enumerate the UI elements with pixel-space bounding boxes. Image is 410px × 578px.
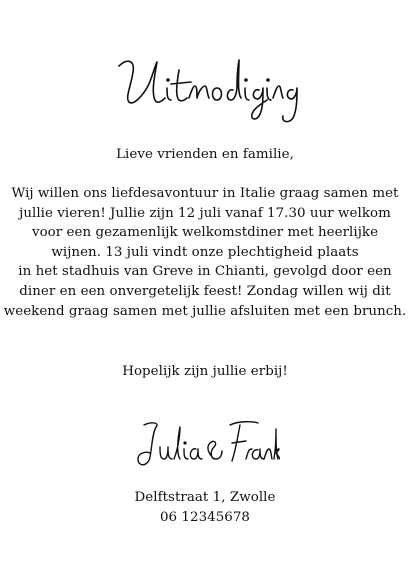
address-line: Delftstraat 1, Zwolle	[134, 490, 276, 505]
greeting-text: Lieve vrienden en familie,	[116, 147, 294, 162]
signature-lettering	[130, 417, 280, 473]
body-line: in het stadhuis van Greve in Chianti, gevolgd door een	[18, 264, 392, 280]
body-line: diner en een onvergetelijk feest! Zondag willen wij dit	[19, 283, 391, 299]
title-lettering	[105, 52, 305, 132]
body-line: jullie vieren! Jullie zijn 12 juli vanaf 17.30 uur welkom	[19, 205, 391, 221]
signature	[0, 417, 410, 473]
title-text	[0, 132, 1, 133]
title-script	[0, 52, 410, 132]
body-line: weekend graag samen met jullie afsluiten met een brunch.	[3, 303, 407, 319]
closing-text: Hopelijk zijn jullie erbij!	[122, 364, 288, 379]
body-line: wijnen. 13 juli vindt onze plechtigheid plaats	[51, 244, 359, 260]
body-line: Wij willen ons liefdesavontuur in Italie graag samen met	[11, 186, 399, 201]
body-line: voor een gezamenlijk welkomstdiner met heerlijke	[31, 225, 379, 241]
contact-address	[0, 488, 410, 527]
phone-number: 06 12345678	[159, 509, 250, 525]
invitation-body	[0, 184, 410, 321]
signature-text	[0, 473, 1, 474]
